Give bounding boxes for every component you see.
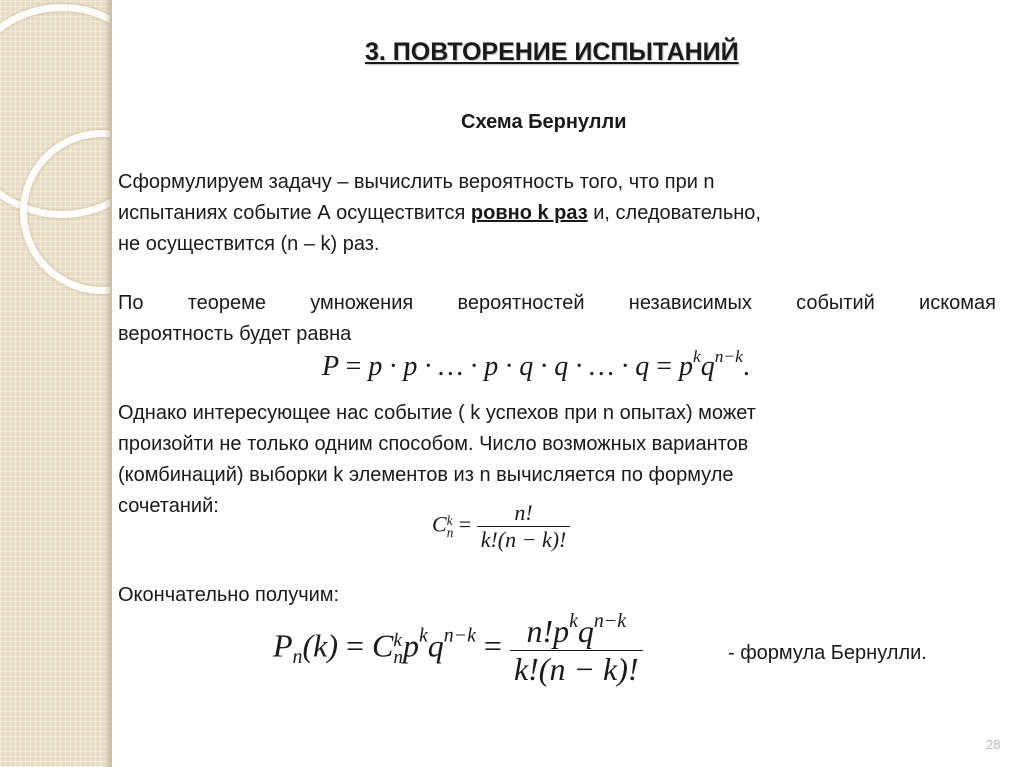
formula-product: p · p · … · p · q · q · … · q: [368, 351, 650, 383]
formula-subscript: n: [393, 646, 403, 668]
formula-factorial: n!: [526, 612, 554, 649]
formula-P-subscript: n: [292, 646, 303, 669]
fraction-denominator: k!(n − k)!: [510, 650, 643, 688]
text-line: (комбинаций) выборки k элементов из n вычисляется по формуле: [118, 464, 734, 486]
formula-p-exponent: k: [569, 610, 578, 632]
formula-q: q: [427, 627, 444, 664]
formula-exponent-nk: n−k: [714, 347, 743, 366]
text-line: сочетаний:: [118, 495, 219, 517]
formula-exponent-k: k: [693, 347, 701, 366]
text-line: Окончательно получим:: [118, 584, 340, 606]
slide-title: 3. ПОВТОРЕНИЕ ИСПЫТАНИЙ: [365, 38, 739, 66]
formula-C: C: [372, 627, 394, 664]
formula-base-q: q: [700, 351, 715, 383]
formula-p: p: [402, 627, 419, 664]
text-fragment: и, следовательно,: [587, 202, 761, 224]
formula-lhs: P: [322, 351, 339, 383]
text-fragment: испытаниях событие А осуществится: [118, 202, 471, 224]
conclusion-paragraph: [118, 580, 996, 611]
problem-statement: [118, 167, 996, 260]
text-line: Сформулируем задачу – вычислить вероятность того, что при n: [118, 171, 715, 193]
product-formula: P = p · p · … · p · q · q · … · $q = p^kq^{n-k}$.: [322, 347, 750, 383]
emphasis-text: ровно k раз: [470, 202, 588, 224]
formula-q-exponent: n−k: [593, 610, 627, 632]
theorem-paragraph: [118, 288, 996, 350]
text-line: По теореме умножения вероятностей независимых событий искомая: [118, 292, 996, 314]
fraction: [477, 500, 571, 553]
formula-superscript: k: [393, 629, 402, 651]
text-line: Однако интересующее нас событие ( k успехов при n опытах) может: [118, 402, 756, 424]
fraction-numerator: n!: [514, 500, 533, 525]
fraction: [510, 610, 643, 688]
formula-C: C: [432, 511, 447, 537]
formula-P: P: [273, 627, 293, 664]
formula-label: - формула Бернулли.: [728, 642, 927, 664]
combinations-formula: C k n = $\frac{n!}{k!(n - k)!}$: [432, 500, 570, 553]
panel-divider: [110, 0, 112, 767]
text-line: [118, 198, 996, 229]
fraction-denominator: k!(n − k)!: [477, 526, 571, 553]
formula-q: q: [577, 612, 594, 649]
page-number: 28: [986, 737, 1001, 752]
bernoulli-formula: $P_n(k) = C$ k n $p^kq^{n-k}$ = $\frac{n!p^kq^{n-k}}{k!(n - k)!}$: [273, 610, 643, 688]
formula-argument: (k): [302, 627, 338, 664]
formula-subscript: n: [446, 524, 454, 540]
formula-superscript: k: [446, 512, 453, 528]
formula-p: p: [553, 612, 570, 649]
formula-q-exponent: n−k: [443, 624, 476, 647]
text-line: не осуществится (n – k) раз.: [118, 233, 380, 255]
formula-p-exponent: k: [418, 624, 428, 647]
slide-subtitle: Схема Бернулли: [461, 111, 627, 133]
text-line: вероятность будет равна: [118, 323, 352, 345]
fraction-numerator: [510, 610, 643, 650]
formula-base-p: p: [679, 351, 693, 383]
text-line: произойти не только одним способом. Число возможных вариантов: [118, 433, 749, 455]
decorative-side-panel: [0, 0, 110, 767]
